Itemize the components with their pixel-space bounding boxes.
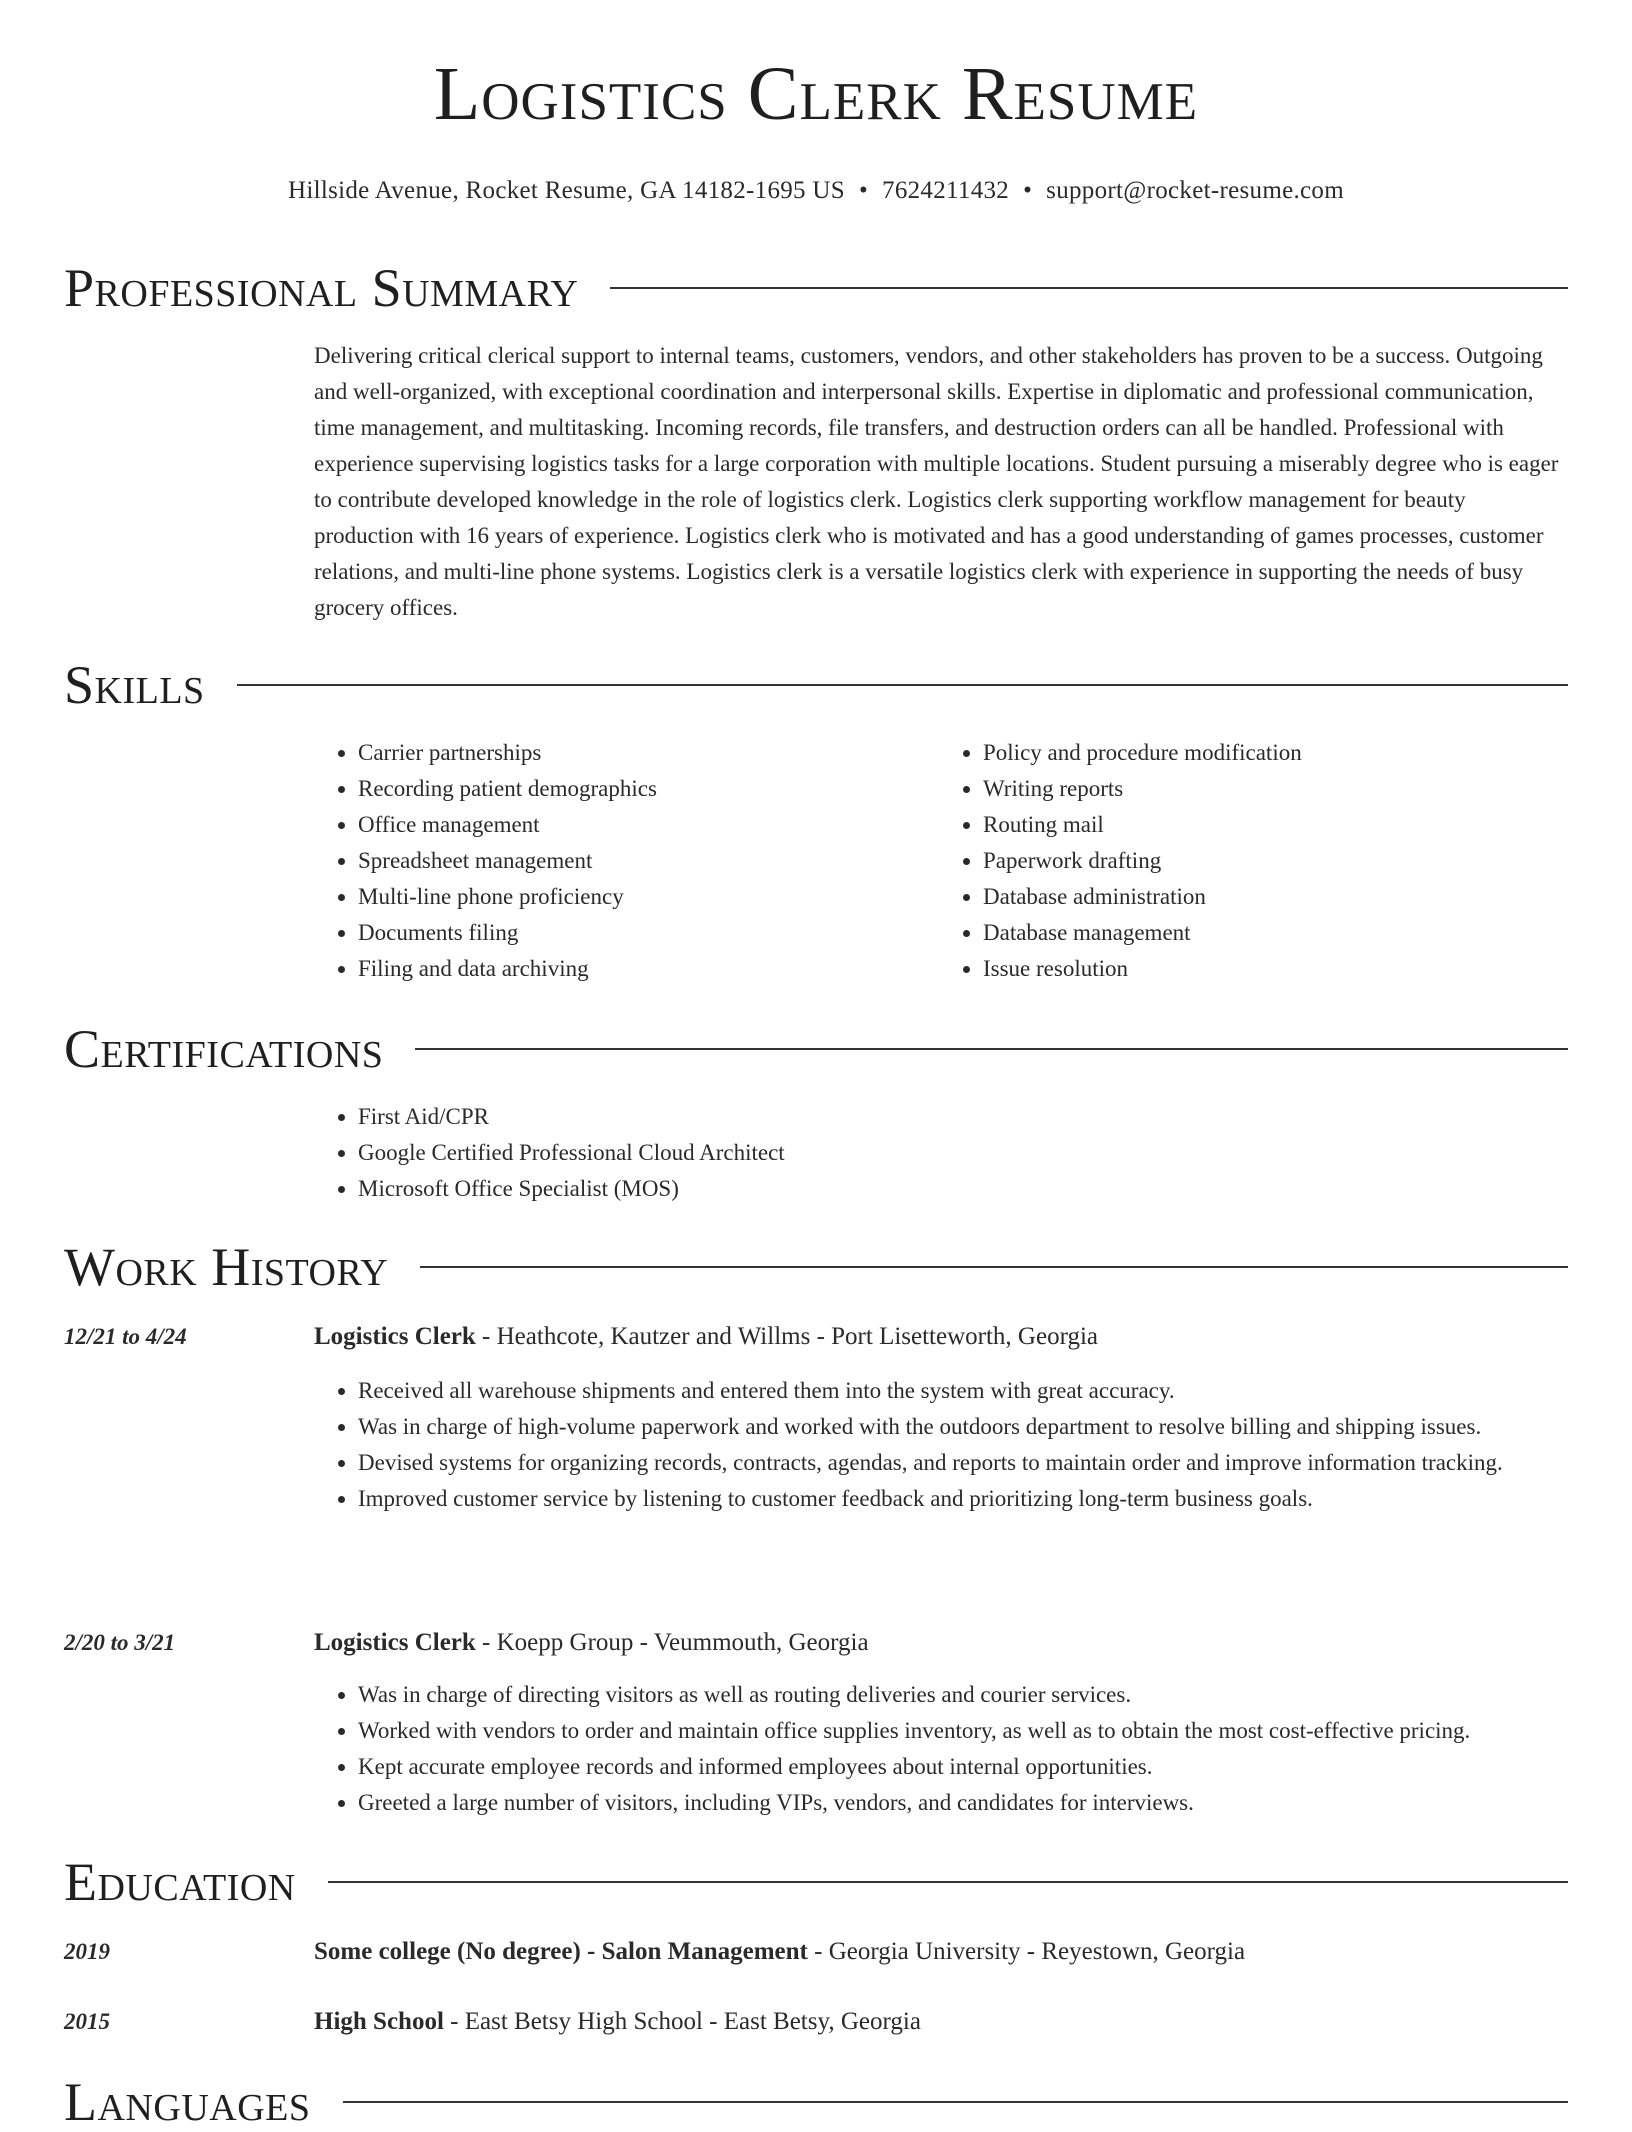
contact-phone: 7624211432 bbox=[882, 177, 1010, 204]
education-heading-row bbox=[64, 1852, 1568, 1912]
education-school: - East Betsy High School - East Betsy, Georgia bbox=[443, 2008, 921, 2035]
contact-address: Hillside Avenue, Rocket Resume, GA 14182-1695 US bbox=[288, 177, 845, 204]
education-school: - Georgia University - Reyestown, Georgia bbox=[807, 1938, 1246, 1965]
education-heading: Education bbox=[64, 1852, 296, 1912]
education-line bbox=[314, 2004, 1564, 2040]
skill-item: • Documents filing bbox=[358, 915, 939, 951]
skill-item: • Issue resolution bbox=[983, 951, 1564, 987]
summary-body bbox=[314, 338, 1564, 626]
job-bullet: • Received all warehouse shipments and entered them into the system with great accuracy. bbox=[358, 1373, 1564, 1409]
skill-item: • Filing and data archiving bbox=[358, 951, 939, 987]
job-title: Logistics Clerk bbox=[314, 1629, 476, 1656]
languages-heading-row bbox=[64, 2072, 1568, 2132]
education-section bbox=[64, 1852, 1568, 1912]
job-title-line bbox=[314, 1319, 1564, 1355]
summary-heading-row bbox=[64, 258, 1568, 318]
job-title-line bbox=[314, 1625, 1564, 1661]
skill-item: • Routing mail bbox=[983, 807, 1564, 843]
section-divider bbox=[328, 1881, 1568, 1883]
job-title: Logistics Clerk bbox=[314, 1323, 476, 1350]
education-line bbox=[314, 1934, 1564, 1970]
skill-item: • Writing reports bbox=[983, 771, 1564, 807]
job-dates: 2/20 to 3/21 bbox=[64, 1630, 176, 1655]
job-entry bbox=[314, 1319, 1564, 1517]
skills-heading-row bbox=[64, 655, 1568, 715]
job-bullets bbox=[314, 1677, 1564, 1821]
job-bullet: • Greeted a large number of visitors, including VIPs, vendors, and candidates for interviews. bbox=[358, 1785, 1564, 1821]
education-entry bbox=[314, 1934, 1564, 1970]
contact-line bbox=[0, 177, 1632, 205]
work-heading: Work History bbox=[64, 1237, 389, 1297]
skill-item: • Policy and procedure modification bbox=[983, 735, 1564, 771]
summary-text: Delivering critical clerical support to internal teams, customers, vendors, and other stakeholders has proven to be a success. Outgoing and well-organized, with exceptional coordination and interpersonal skills. Expertise in diplomatic and professional communication, time management, and multitasking. Incoming records, file transfers, and destruction orders can all be handled. Professional with experience supervising logistics tasks for a large corporation with multiple locations. Student pursuing a miserably degree who is eager to contribute developed knowledge in the role of logistics clerk. Logistics clerk supporting workflow management for beauty production with 16 years of experience. Logistics clerk who is motivated and has a good understanding of games processes, customer relations, and multi-line phone systems. Logistics clerk is a versatile logistics clerk with experience in supporting the needs of busy grocery offices. bbox=[314, 343, 1559, 620]
job-bullets bbox=[314, 1373, 1564, 1517]
job-employer: - Heathcote, Kautzer and Willms - Port Lisetteworth, Georgia bbox=[475, 1323, 1098, 1350]
job-bullet: • Kept accurate employee records and informed employees about internal opportunities. bbox=[358, 1749, 1564, 1785]
contact-separator: • bbox=[1023, 177, 1033, 204]
section-divider bbox=[343, 2101, 1569, 2103]
job-bullet: • Was in charge of high-volume paperwork and worked with the outdoors department to resolve billing and shipping issues. bbox=[358, 1409, 1564, 1445]
certifications-heading: Certifications bbox=[64, 1019, 384, 1079]
section-divider bbox=[415, 1048, 1568, 1050]
skill-item: • Database administration bbox=[983, 879, 1564, 915]
job-bullet: • Was in charge of directing visitors as well as routing deliveries and courier services. bbox=[358, 1677, 1564, 1713]
languages-section bbox=[64, 2072, 1568, 2132]
skill-item: • Spreadsheet management bbox=[358, 843, 939, 879]
skill-item: • Recording patient demographics bbox=[358, 771, 939, 807]
job-bullet: • Improved customer service by listening to customer feedback and prioritizing long-term business goals. bbox=[358, 1481, 1564, 1517]
skills-heading: Skills bbox=[64, 655, 205, 715]
work-section bbox=[64, 1237, 1568, 1297]
contact-separator: • bbox=[858, 177, 869, 204]
skills-list-left bbox=[314, 735, 939, 987]
section-divider bbox=[420, 1266, 1568, 1268]
work-heading-row bbox=[64, 1237, 1568, 1297]
skills-section bbox=[64, 655, 1568, 715]
languages-heading: Languages bbox=[64, 2072, 311, 2132]
contact-email: support@rocket-resume.com bbox=[1046, 177, 1344, 204]
job-bullet: • Worked with vendors to order and maintain office supplies inventory, as well as to obtain the most cost-effective pricing. bbox=[358, 1713, 1564, 1749]
skill-item: • Paperwork drafting bbox=[983, 843, 1564, 879]
job-bullet: • Devised systems for organizing records, contracts, agendas, and reports to maintain order and improve information tracking. bbox=[358, 1445, 1564, 1481]
skill-item: • Carrier partnerships bbox=[358, 735, 939, 771]
certification-item: • Google Certified Professional Cloud Architect bbox=[358, 1135, 1564, 1171]
section-divider bbox=[237, 684, 1568, 686]
job-dates: 12/21 to 4/24 bbox=[64, 1324, 187, 1349]
section-divider bbox=[610, 287, 1568, 289]
skill-item: • Multi-line phone proficiency bbox=[358, 879, 939, 915]
certification-item: • First Aid/CPR bbox=[358, 1099, 1564, 1135]
education-degree: High School bbox=[314, 2008, 444, 2035]
certifications-list bbox=[314, 1099, 1564, 1207]
resume-title: Logistics Clerk Resume bbox=[433, 52, 1199, 136]
summary-section bbox=[64, 258, 1568, 318]
skills-list-right bbox=[939, 735, 1564, 987]
education-year: 2015 bbox=[64, 2009, 110, 2034]
certifications-body bbox=[314, 1099, 1564, 1207]
skill-item: • Office management bbox=[358, 807, 939, 843]
education-year: 2019 bbox=[64, 1939, 110, 1964]
job-entry bbox=[314, 1625, 1564, 1821]
skills-columns bbox=[314, 735, 1564, 987]
job-employer: - Koepp Group - Veummouth, Georgia bbox=[475, 1629, 869, 1656]
summary-heading: Professional Summary bbox=[64, 258, 579, 318]
education-entry bbox=[314, 2004, 1564, 2040]
certifications-heading-row bbox=[64, 1019, 1568, 1079]
certifications-section bbox=[64, 1019, 1568, 1079]
skill-item: • Database management bbox=[983, 915, 1564, 951]
certification-item: • Microsoft Office Specialist (MOS) bbox=[358, 1171, 1564, 1207]
education-degree: Some college (No degree) - Salon Management bbox=[314, 1938, 808, 1965]
